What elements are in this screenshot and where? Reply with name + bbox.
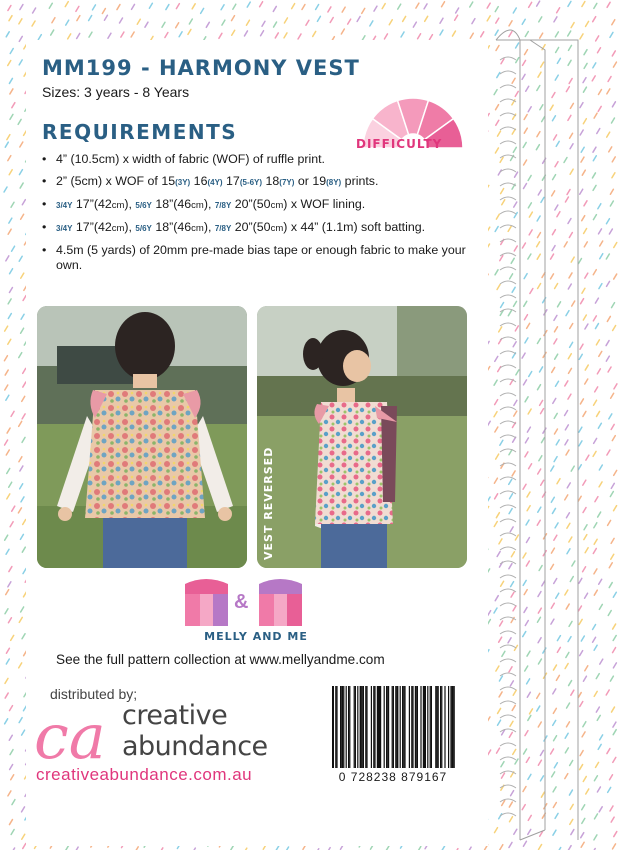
requirement-ruffle: • 4” (10.5cm) x width of fabric (WOF) of ruffle print. (42, 152, 482, 167)
melly-and-me-logo (183, 578, 328, 628)
distributor-name-line2: abundance (122, 731, 268, 762)
vest-reversed-label: VEST REVERSED (262, 446, 275, 560)
requirement-prints: • 2” (5cm) x WOF of 15(3Y) 16(4Y) 17(5-6Y) 18(7Y) or 19(8Y) prints. (42, 174, 482, 190)
brand-name: MELLY AND ME (204, 630, 308, 643)
barcode (330, 684, 456, 772)
barcode-number: 0 728238 879167 (338, 770, 448, 784)
requirement-bias-tape: • 4.5m (5 yards) of 20mm pre-made bias tape or enough fabric to make your own. (42, 243, 476, 273)
distributor-name-line1: creative (122, 700, 228, 731)
vest-back-photo (37, 306, 247, 568)
distributor-url: creativeabundance.com.au (36, 765, 253, 784)
requirements-heading: REQUIREMENTS (42, 120, 238, 144)
vest-reversed-photo (257, 306, 467, 568)
requirement-batting: • 3/4Y 17”(42cm), 5/6Y 18”(46cm), 7/8Y 20”(50cm) x 44” (1.1m) soft batting. (42, 220, 482, 236)
distributed-by-label: distributed by; (50, 686, 138, 702)
requirements-list (42, 152, 482, 280)
pattern-title: MM199 - HARMONY VEST (42, 56, 360, 80)
svg-text:ca: ca (34, 700, 106, 766)
pattern-sizes: Sizes: 3 years - 8 Years (42, 84, 190, 100)
requirement-lining: • 3/4Y 17”(42cm), 5/6Y 18”(46cm), 7/8Y 20”(50cm) x WOF lining. (42, 197, 482, 213)
svg-text:&: & (234, 591, 249, 613)
website-line: See the full pattern collection at www.mellyandme.com (56, 652, 385, 667)
creative-abundance-monogram (34, 700, 130, 766)
difficulty-label: DIFFICULTY (356, 137, 443, 151)
